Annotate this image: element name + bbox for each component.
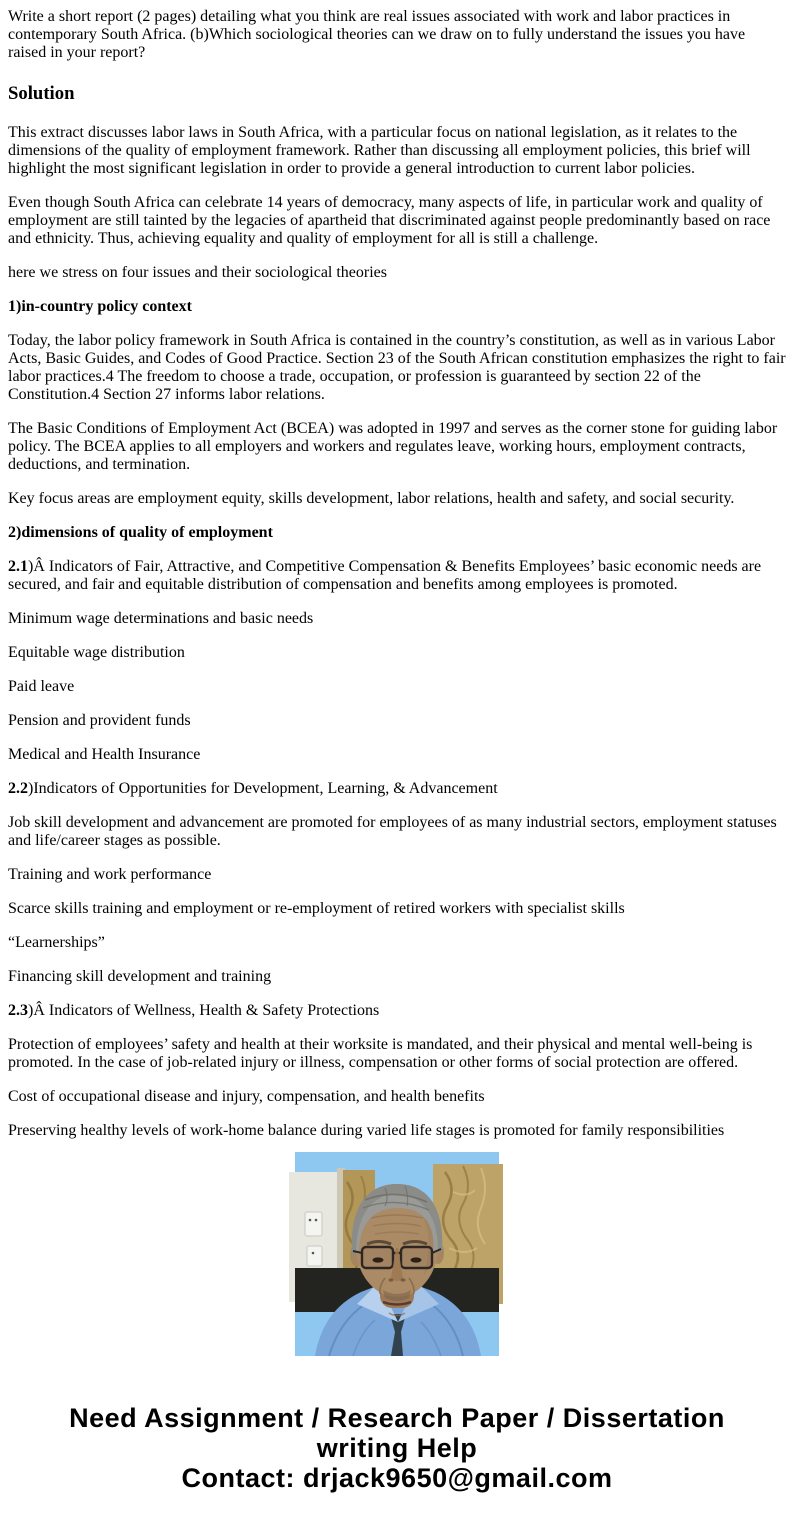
item-financing-skills: Financing skill development and training <box>8 968 272 985</box>
bcea-paragraph: The Basic Conditions of Employment Act (BCEA) was adopted in 1997 and serves as the corner stone for guiding labor policy. The BCEA applies to all employers and workers and regulates leave, working hours, employment contracts, deductions, and termination. <box>8 420 778 473</box>
subsection-2-2-paragraph <box>8 780 786 798</box>
key-focus-paragraph: Key focus areas are employment equity, skills development, labor relations, health and safety, and social security. <box>8 490 735 507</box>
subsection-2-1-paragraph <box>8 558 786 594</box>
footer-line-2: writing Help <box>316 1433 478 1463</box>
subsection-2-3-number: 2.3 <box>8 1002 28 1019</box>
footer-contact-email: Contact: drjack9650@gmail.com <box>181 1463 613 1493</box>
footer-cta <box>0 1403 794 1493</box>
subsection-2-3-text: )Â Indicators of Wellness, Health & Safety Protections <box>28 1002 380 1019</box>
item-equitable-wage: Equitable wage distribution <box>8 644 185 661</box>
item-training-performance: Training and work performance <box>8 866 212 883</box>
policy-framework-paragraph: Today, the labor policy framework in South Africa is contained in the country’s constitution, as well as in various Labor Acts, Basic Guides, and Codes of Good Practice. Section 23 of the South African constitution emphasizes the right to fair labor practices.4 The freedom to choose a trade, occupation, or profession is guaranteed by section 22 of the Constitution.4 Section 27 informs labor relations. <box>8 332 786 403</box>
item-learnerships: “Learnerships” <box>8 934 105 951</box>
profile-photo <box>295 1152 499 1356</box>
item-paid-leave: Paid leave <box>8 678 75 695</box>
item-scarce-skills: Scarce skills training and employment or re-employment of retired workers with specialist skills <box>8 900 625 917</box>
apartheid-paragraph: Even though South Africa can celebrate 14 years of democracy, many aspects of life, in particular work and quality of employment are still tainted by the legacies of apartheid that discriminated against people predominantly based on race and ethnicity. Thus, achieving equality and quality of employment for all is still a challenge. <box>8 194 771 247</box>
subsection-2-2-number: 2.2 <box>8 780 28 797</box>
intro-paragraph: This extract discusses labor laws in South Africa, with a particular focus on national legislation, as it relates to the dimensions of the quality of employment framework. Rather than discussing all employment policies, this brief will highlight the most significant legislation in order to provide a general introduction to current labor policies. <box>8 124 751 177</box>
clipped-line: Preserving healthy levels of work-home balance during varied life stages is promoted for family responsibilities <box>8 1122 725 1139</box>
subsection-2-1-text: )Â Indicators of Fair, Attractive, and Competitive Compensation & Benefits Employees’ basic economic needs are secured, and fair and equitable distribution of compensation and benefits among employees is promoted. <box>8 558 762 593</box>
item-medical-insurance: Medical and Health Insurance <box>8 746 201 763</box>
subsection-2-2-text: )Indicators of Opportunities for Development, Learning, & Advancement <box>28 780 498 797</box>
item-minimum-wage: Minimum wage determinations and basic needs <box>8 610 314 627</box>
solution-heading: Solution <box>8 83 75 104</box>
job-skill-paragraph: Job skill development and advancement are promoted for employees of as many industrial sectors, employment statuses and life/career stages as possible. <box>8 814 777 849</box>
four-issues-line: here we stress on four issues and their sociological theories <box>8 264 388 281</box>
protection-paragraph: Protection of employees’ safety and health at their worksite is mandated, and their physical and mental well-being is promoted. In the case of job-related injury or illness, compensation or other forms of social protection are offered. <box>8 1036 753 1071</box>
footer-line-1: Need Assignment / Research Paper / Dissertation <box>69 1403 725 1433</box>
subsection-2-3-paragraph <box>8 1002 786 1020</box>
section-heading-dimensions: 2)dimensions of quality of employment <box>8 524 273 541</box>
item-pension-funds: Pension and provident funds <box>8 712 191 729</box>
question-paragraph: Write a short report (2 pages) detailing what you think are real issues associated with work and labor practices in contemporary South Africa. (b)Which sociological theories can we draw on to fully understand the issues you have raised in your report? <box>8 8 746 61</box>
section-heading-policy-context: 1)in-country policy context <box>8 298 192 315</box>
profile-photo-illustration <box>295 1152 499 1356</box>
item-cost-occupational: Cost of occupational disease and injury, compensation, and health benefits <box>8 1088 485 1105</box>
subsection-2-1-number: 2.1 <box>8 558 28 575</box>
